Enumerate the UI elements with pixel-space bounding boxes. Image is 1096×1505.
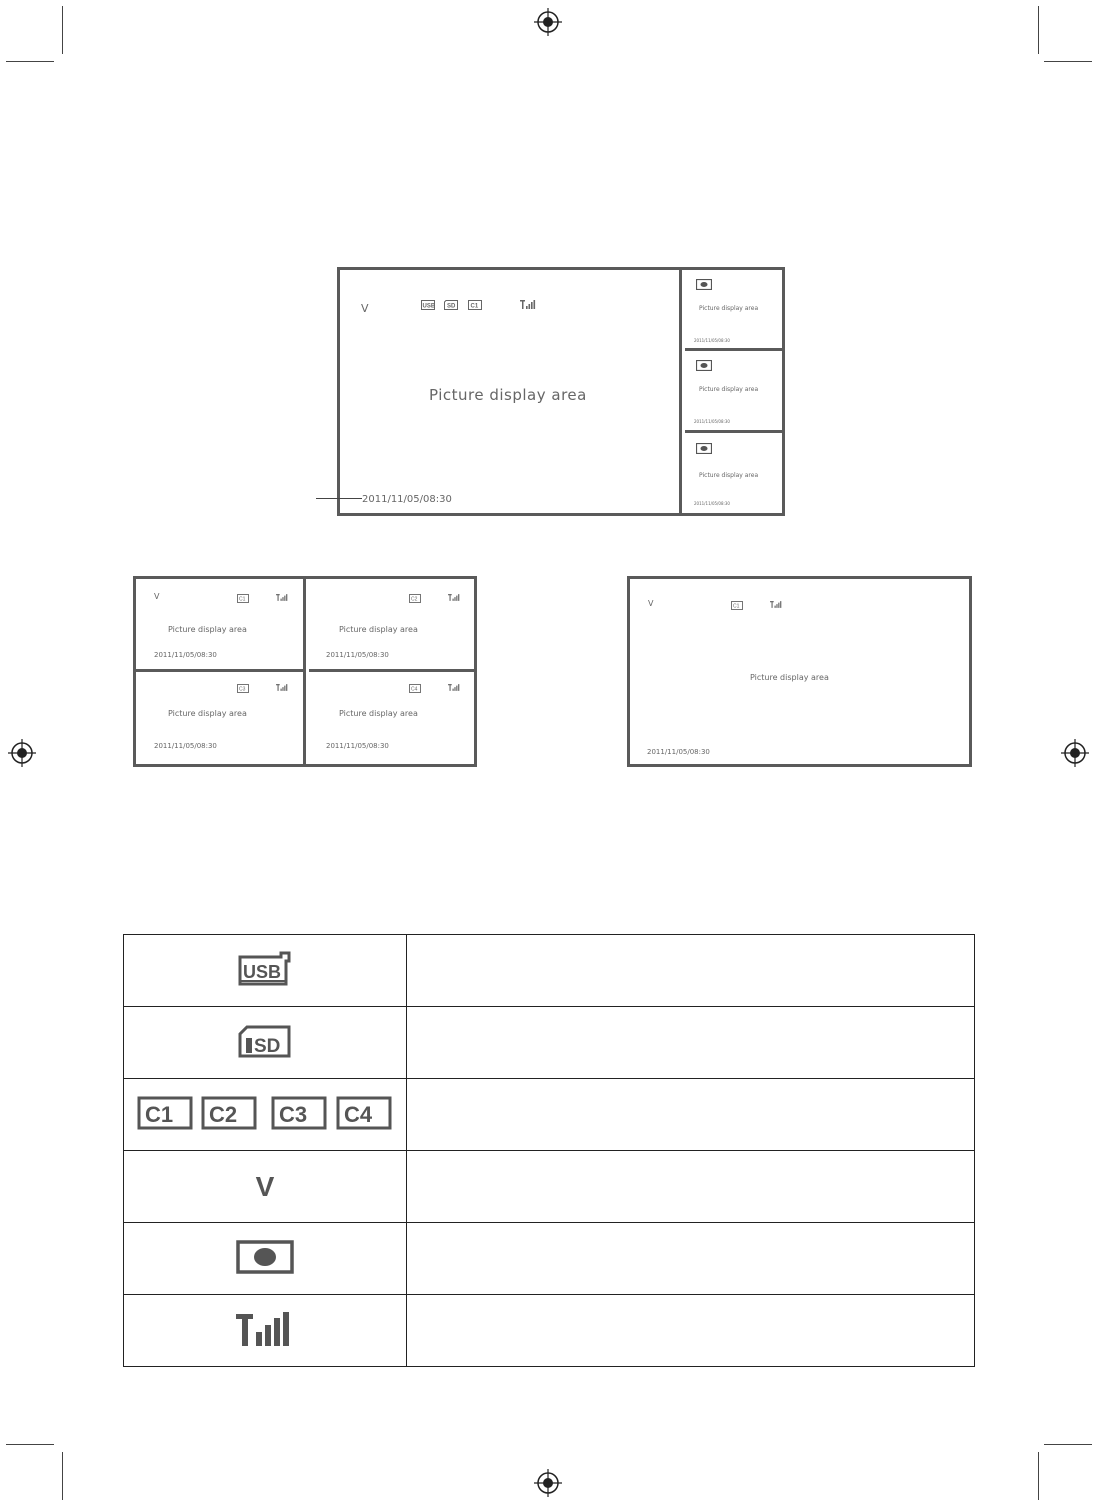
crop-mark xyxy=(1044,1444,1092,1445)
channel-icon xyxy=(237,684,249,693)
signal-icon xyxy=(235,1310,295,1348)
registration-mark-icon xyxy=(534,1469,562,1497)
thumbnail-label: Picture display area xyxy=(699,305,759,312)
svg-text:C1: C1 xyxy=(239,596,246,603)
picture-display-label: Picture display area xyxy=(750,673,829,682)
v-indicator: V xyxy=(648,599,654,608)
description-cell xyxy=(407,1007,975,1079)
table-row xyxy=(124,1295,975,1367)
svg-text:C2: C2 xyxy=(209,1101,238,1127)
timestamp: 2011/11/05/08:30 xyxy=(326,742,389,750)
svg-text:USB: USB xyxy=(422,303,436,310)
picture-display-label: Picture display area xyxy=(429,386,587,404)
channel-c1-icon xyxy=(468,299,483,310)
registration-mark-icon xyxy=(8,739,36,767)
quad-pane xyxy=(309,579,474,672)
svg-text:C3: C3 xyxy=(239,686,246,693)
timestamp: 2011/11/05/08:30 xyxy=(326,651,389,659)
picture-display-label: Picture display area xyxy=(339,625,418,634)
record-icon xyxy=(236,1240,294,1274)
table-row xyxy=(124,935,975,1007)
table-row xyxy=(124,1079,975,1151)
single-view-screen xyxy=(627,576,972,767)
svg-text:C1: C1 xyxy=(733,603,740,610)
signal-icon xyxy=(448,683,460,692)
channel-icons xyxy=(137,1095,393,1131)
icon-cell xyxy=(124,1079,407,1151)
quad-view-screen xyxy=(133,576,477,767)
icon-cell xyxy=(124,1007,407,1079)
thumbnail-timestamp: 2011/11/05/08:30 xyxy=(694,338,730,343)
quad-pane xyxy=(136,672,306,764)
picture-display-label: Picture display area xyxy=(168,709,247,718)
timestamp: 2011/11/05/08:30 xyxy=(362,494,452,505)
picture-display-label: Picture display area xyxy=(168,625,247,634)
channel-c2-icon xyxy=(203,1098,255,1128)
svg-text:SD: SD xyxy=(254,1035,281,1057)
thumbnail-pane xyxy=(685,433,782,513)
channel-c3-icon xyxy=(273,1098,325,1128)
crop-mark xyxy=(1038,6,1039,54)
signal-icon xyxy=(276,683,288,692)
crop-mark xyxy=(62,1452,63,1500)
crop-mark xyxy=(6,61,54,62)
thumbnail-label: Picture display area xyxy=(699,472,759,479)
usb-icon xyxy=(421,299,436,310)
icon-cell xyxy=(124,935,407,1007)
icon-cell xyxy=(124,1295,407,1367)
main-with-thumbnails-screen xyxy=(337,267,785,516)
description-cell xyxy=(407,1295,975,1367)
svg-text:C1: C1 xyxy=(145,1101,174,1127)
signal-icon xyxy=(770,600,782,609)
svg-text:SD: SD xyxy=(447,303,456,310)
description-cell xyxy=(407,1223,975,1295)
crop-mark xyxy=(1044,61,1092,62)
v-indicator: V xyxy=(361,302,369,315)
signal-icon xyxy=(276,593,288,602)
svg-text:C2: C2 xyxy=(411,596,418,603)
channel-icon xyxy=(409,684,421,693)
channel-c4-icon xyxy=(338,1098,390,1128)
description-cell xyxy=(407,1151,975,1223)
picture-display-label: Picture display area xyxy=(339,709,418,718)
channel-c1-icon xyxy=(139,1098,191,1128)
table-row xyxy=(124,1151,975,1223)
timestamp: 2011/11/05/08:30 xyxy=(647,748,710,756)
usb-icon xyxy=(237,951,293,987)
main-pane xyxy=(340,270,682,513)
crop-mark xyxy=(6,1444,54,1445)
channel-icon xyxy=(731,601,743,610)
crop-mark xyxy=(62,6,63,54)
registration-mark-icon xyxy=(1061,739,1089,767)
description-cell xyxy=(407,935,975,1007)
table-row xyxy=(124,1007,975,1079)
svg-text:USB: USB xyxy=(243,961,282,982)
v-indicator: V xyxy=(154,592,160,601)
sd-card-icon xyxy=(237,1023,293,1059)
description-cell xyxy=(407,1079,975,1151)
icon-legend-table xyxy=(123,934,975,1367)
icon-cell xyxy=(124,1223,407,1295)
leader-line xyxy=(316,498,362,499)
signal-icon xyxy=(520,299,536,310)
record-icon xyxy=(696,443,712,454)
table-row xyxy=(124,1223,975,1295)
registration-mark-icon xyxy=(534,8,562,36)
svg-text:C1: C1 xyxy=(470,303,479,310)
record-icon xyxy=(696,360,712,371)
thumbnail-label: Picture display area xyxy=(699,386,759,393)
sd-card-icon xyxy=(444,299,459,310)
thumbnail-timestamp: 2011/11/05/08:30 xyxy=(694,501,730,506)
thumbnail-timestamp: 2011/11/05/08:30 xyxy=(694,419,730,424)
svg-text:C3: C3 xyxy=(279,1101,308,1127)
quad-pane xyxy=(309,672,474,764)
timestamp: 2011/11/05/08:30 xyxy=(154,742,217,750)
channel-icon xyxy=(237,594,249,603)
svg-text:C4: C4 xyxy=(411,686,418,693)
channel-icon xyxy=(409,594,421,603)
timestamp: 2011/11/05/08:30 xyxy=(154,651,217,659)
record-icon xyxy=(696,279,712,290)
quad-pane xyxy=(136,579,306,672)
v-icon: V xyxy=(255,1170,275,1202)
svg-text:C4: C4 xyxy=(344,1101,373,1127)
crop-mark xyxy=(1038,1452,1039,1500)
thumbnail-pane xyxy=(685,270,782,351)
icon-cell xyxy=(124,1151,407,1223)
thumbnail-pane xyxy=(685,351,782,433)
signal-icon xyxy=(448,593,460,602)
